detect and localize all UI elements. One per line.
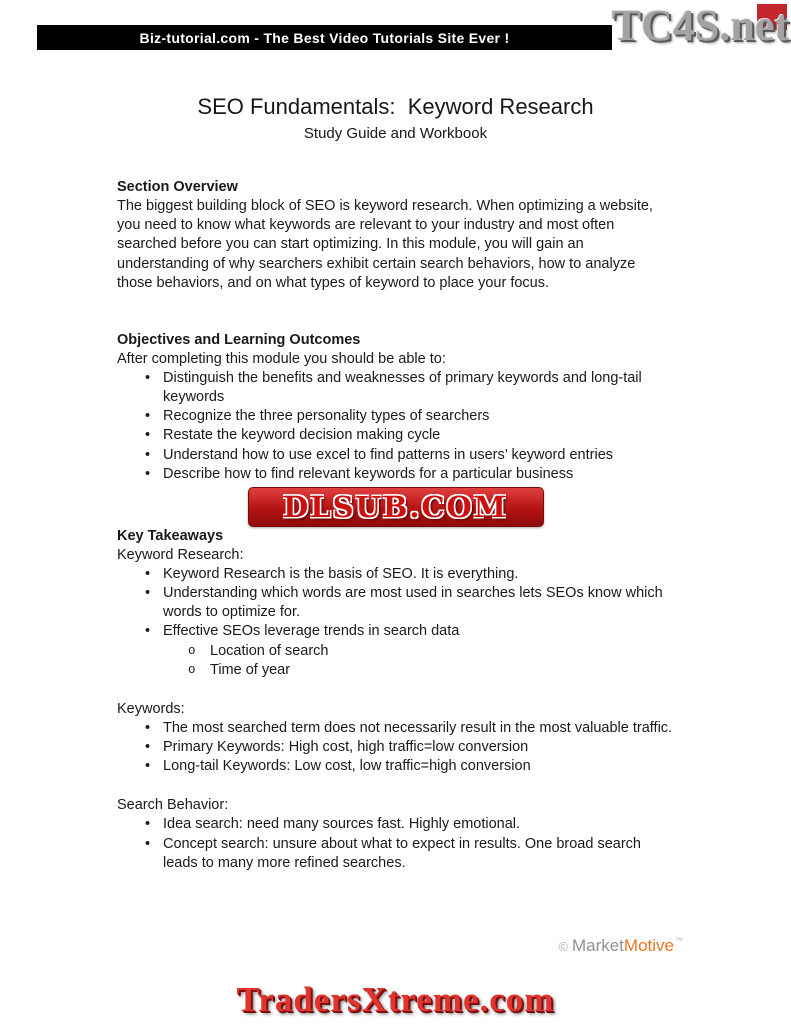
list-item [145, 719, 674, 738]
tc4s-logo [593, 0, 789, 58]
bullet-icon [145, 565, 163, 584]
watermark-text: DLSUB.COM [283, 489, 508, 524]
section-overview-body: The biggest building block of SEO is keyword research. When optimizing a website, you need to know what keywords are relevant to your industry and most often searched before you can start optimizing. In this module, you will gain an understanding of why searchers exhibit certain search behaviors, how to analyze those behaviors, and on what types of keyword to place your focus. [117, 198, 653, 291]
list-item [145, 835, 674, 873]
group-label-keyword-research: Keyword Research: [117, 546, 244, 563]
list-item [145, 446, 674, 465]
list-item [145, 757, 674, 776]
list-item-text: Describe how to find relevant keywords for a particular business [163, 465, 574, 482]
banner-text: Biz-tutorial.com - The Best Video Tutorials Site Ever ! [139, 29, 510, 46]
circle-bullet-icon [188, 661, 210, 680]
list-item-text: Recognize the three personality types of searchers [163, 408, 490, 425]
list-item-text: Understand how to use excel to find patterns in users’ keyword entries [163, 446, 614, 463]
page-subtitle: Study Guide and Workbook [303, 125, 488, 142]
bullet-icon [145, 369, 163, 407]
keyword-research-list [145, 565, 674, 680]
group-label-search-behavior: Search Behavior: [117, 797, 229, 814]
list-item [145, 426, 674, 445]
bullet-icon [145, 815, 163, 834]
bullet-icon [145, 426, 163, 445]
top-banner [37, 25, 612, 50]
marketmotive-motive-text: Motive [623, 936, 674, 955]
trademark-icon: ™ [675, 936, 683, 945]
list-item-text: Long-tail Keywords: Low cost, low traffic=high conversion [163, 758, 531, 775]
dlsub-watermark [248, 487, 544, 527]
copyright-icon: © [558, 938, 568, 954]
keywords-list [145, 719, 674, 776]
section-overview-heading: Section Overview [117, 179, 238, 195]
tc4s-logo-text: TC4S.net [611, 1, 789, 50]
key-takeaways-heading: Key Takeaways [117, 527, 224, 544]
list-item-text: Understanding which words are most used in searches lets SEOs know which words to optimize for. [163, 585, 663, 621]
document-content [0, 94, 791, 873]
list-item [145, 622, 674, 641]
page-title: SEO Fundamentals: Keyword Research [197, 94, 594, 119]
bullet-icon [145, 738, 163, 757]
bullet-icon [145, 835, 163, 873]
list-item [145, 407, 674, 426]
sub-list-item-text: Time of year [210, 661, 291, 678]
sub-list-item [188, 642, 674, 661]
bullet-icon [145, 407, 163, 426]
list-item [145, 369, 674, 407]
group-label-keywords: Keywords: [117, 700, 185, 717]
sub-list-item-text: Location of search [210, 642, 329, 659]
objectives-heading: Objectives and Learning Outcomes [117, 331, 361, 348]
marketmotive-market-text: Market [571, 936, 624, 955]
bullet-icon [145, 622, 163, 641]
list-item [145, 815, 674, 834]
sub-list-item [188, 661, 674, 680]
list-item-text: Idea search: need many sources fast. Highly emotional. [163, 816, 521, 833]
list-item-text: Distinguish the benefits and weaknesses of primary keywords and long-tail keywords [163, 370, 642, 406]
list-item [145, 565, 674, 584]
list-item-text: Keyword Research is the basis of SEO. It is everything. [163, 566, 519, 582]
list-item-text: Restate the keyword decision making cycle [163, 427, 441, 444]
bullet-icon [145, 446, 163, 465]
list-item-text: Concept search: unsure about what to expect in results. One broad search leads to many more refined searches. [163, 835, 641, 871]
bullet-icon [145, 719, 163, 738]
circle-bullet-icon [188, 642, 210, 661]
objectives-list [145, 369, 674, 484]
list-item [145, 738, 674, 757]
search-behavior-list [145, 815, 674, 872]
bullet-icon [145, 757, 163, 776]
objectives-intro: After completing this module you should be able to: [117, 350, 446, 367]
list-item-text: Primary Keywords: High cost, high traffic=low conversion [163, 739, 529, 755]
bullet-icon [145, 584, 163, 622]
tradersxtreme-logo [0, 980, 791, 1020]
list-item-text: The most searched term does not necessarily result in the most valuable traffic. [163, 719, 673, 736]
list-item [145, 465, 674, 484]
bullet-icon [145, 465, 163, 484]
marketmotive-logo [558, 936, 683, 956]
list-item-text: Effective SEOs leverage trends in search data [163, 623, 460, 640]
list-item [145, 584, 674, 622]
tradersxtreme-logo-text: TradersXtreme.com [236, 980, 555, 1019]
